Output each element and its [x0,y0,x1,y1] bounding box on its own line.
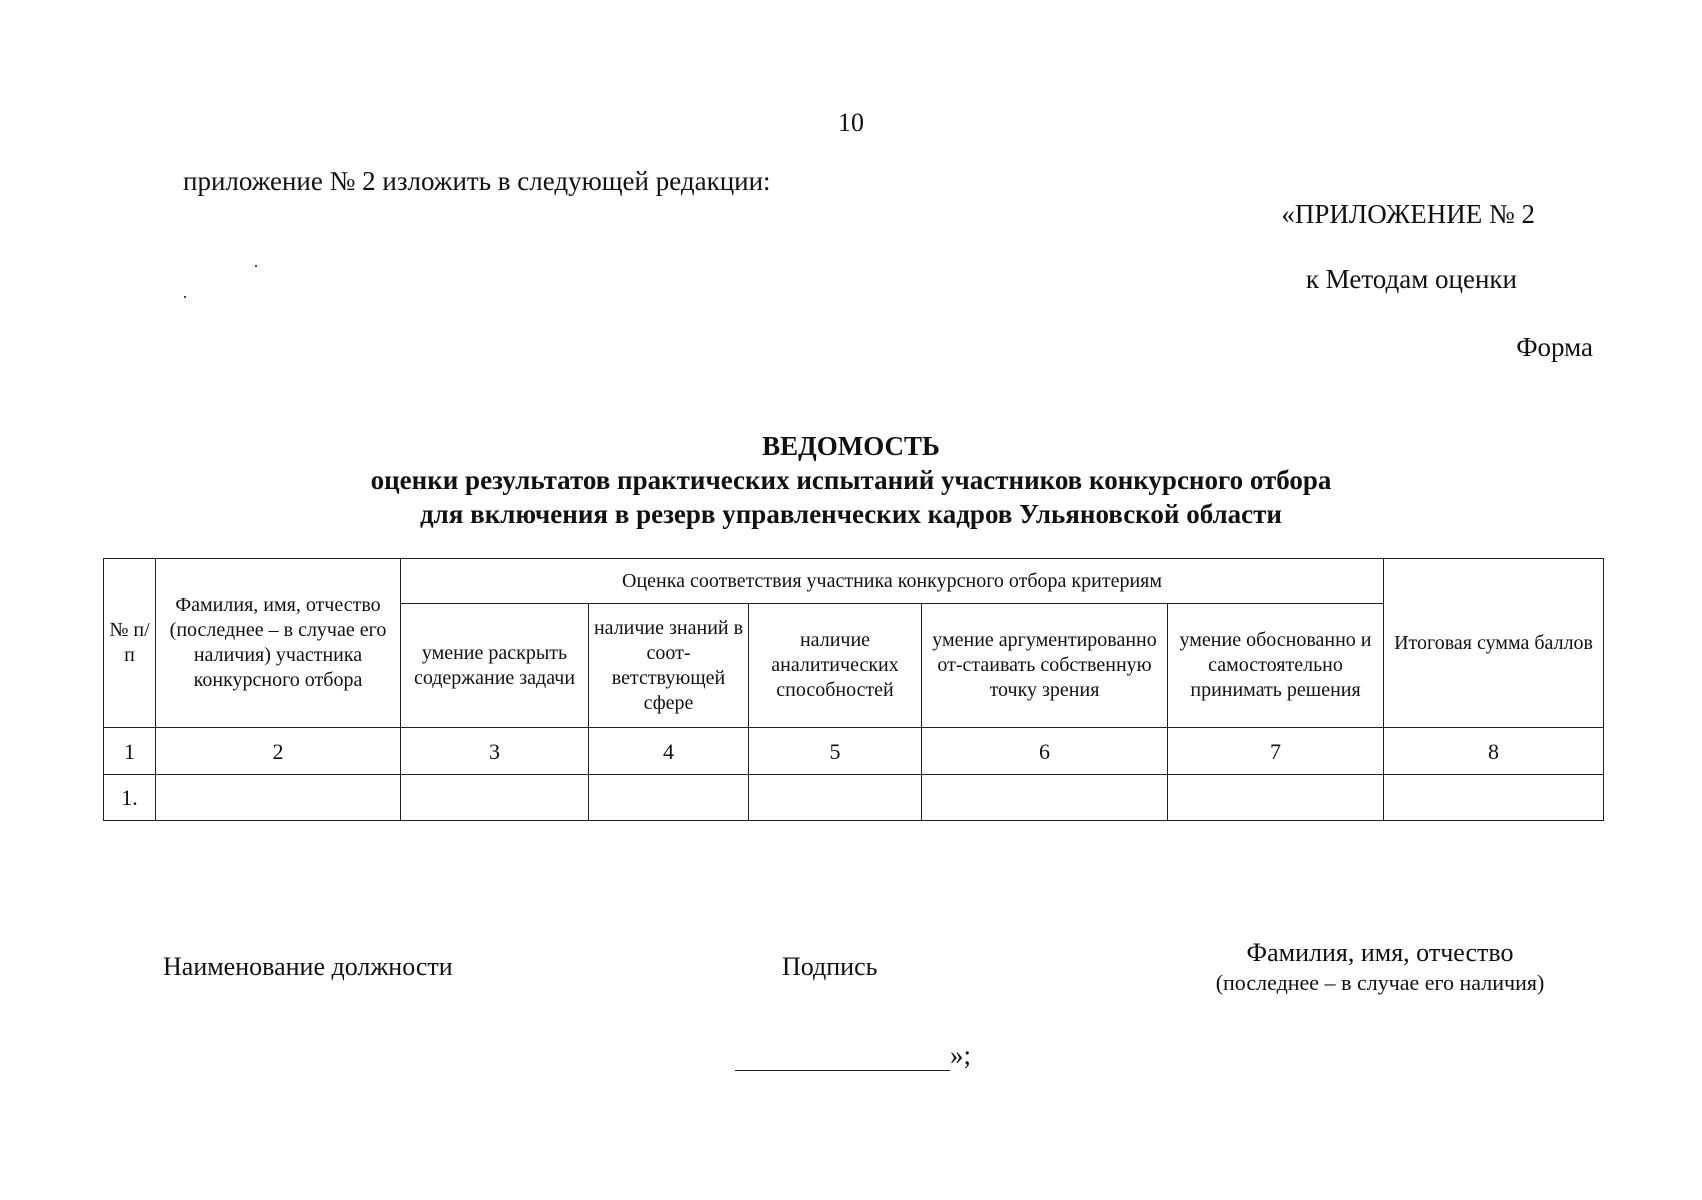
table-cell[interactable] [1168,775,1384,821]
signature-sign-label: Подпись [782,952,878,981]
column-number: 6 [922,728,1168,775]
signature-position-label: Наименование должности [163,952,453,981]
heading-subtitle-1: оценки результатов практических испытаний участников конкурсного отбора [370,465,1332,495]
column-number: 1 [104,728,156,775]
column-numbering-row [104,728,1604,775]
table-cell[interactable] [156,775,401,821]
assessment-table [103,558,1604,821]
header-criteria-group: Оценка соответствия участника конкурсного отбора критериям [401,559,1384,604]
table-cell[interactable] [401,775,589,821]
closing-line [735,1040,971,1071]
column-number: 7 [1168,728,1384,775]
table-cell[interactable] [922,775,1168,821]
header-criterion: умение аргументированно от-стаивать собственную точку зрения [922,604,1168,728]
header-criterion: наличие знаний в соот-ветствующей сфере [589,604,749,728]
column-number: 3 [401,728,589,775]
form-label: Форма [1516,332,1593,362]
table-cell[interactable] [1384,775,1604,821]
table-cell[interactable] [589,775,749,821]
signature-name-block [1170,938,1590,996]
header-number: № п/п [104,559,156,728]
column-number: 4 [589,728,749,775]
signature-name-note: (последнее – в случае его наличия) [1215,970,1545,995]
document-heading [0,429,1702,531]
column-number: 2 [156,728,401,775]
blank-underline [735,1044,950,1071]
heading-subtitle-2: для включения в резерв управленческих кадров Ульяновской области [420,499,1282,529]
table-cell[interactable] [749,775,922,821]
header-criterion: умение раскрыть содержание задачи [401,604,589,728]
scan-speck [255,265,257,267]
scan-speck [184,296,186,298]
table-row [104,775,1604,821]
column-number: 8 [1384,728,1604,775]
column-number: 5 [749,728,922,775]
header-total-score: Итоговая сумма баллов [1384,559,1604,728]
appendix-title: «ПРИЛОЖЕНИЕ № 2 [1281,199,1535,229]
signature-name-label: Фамилия, имя, отчество [1246,938,1514,967]
header-criterion: умение обоснованно и самостоятельно принимать решения [1168,604,1384,728]
table-cell: 1. [104,775,156,821]
header-participant-name: Фамилия, имя, отчество (последнее – в случае его наличия) участника конкурсного отбора [156,559,401,728]
appendix-reference: к Методам оценки [1305,264,1517,294]
heading-title: ВЕДОМОСТЬ [762,431,940,461]
intro-text: приложение № 2 изложить в следующей редакции: [183,166,771,196]
header-criterion: наличие аналитических способностей [749,604,922,728]
page-number: 10 [838,108,864,137]
closing-quote: »; [950,1040,972,1070]
